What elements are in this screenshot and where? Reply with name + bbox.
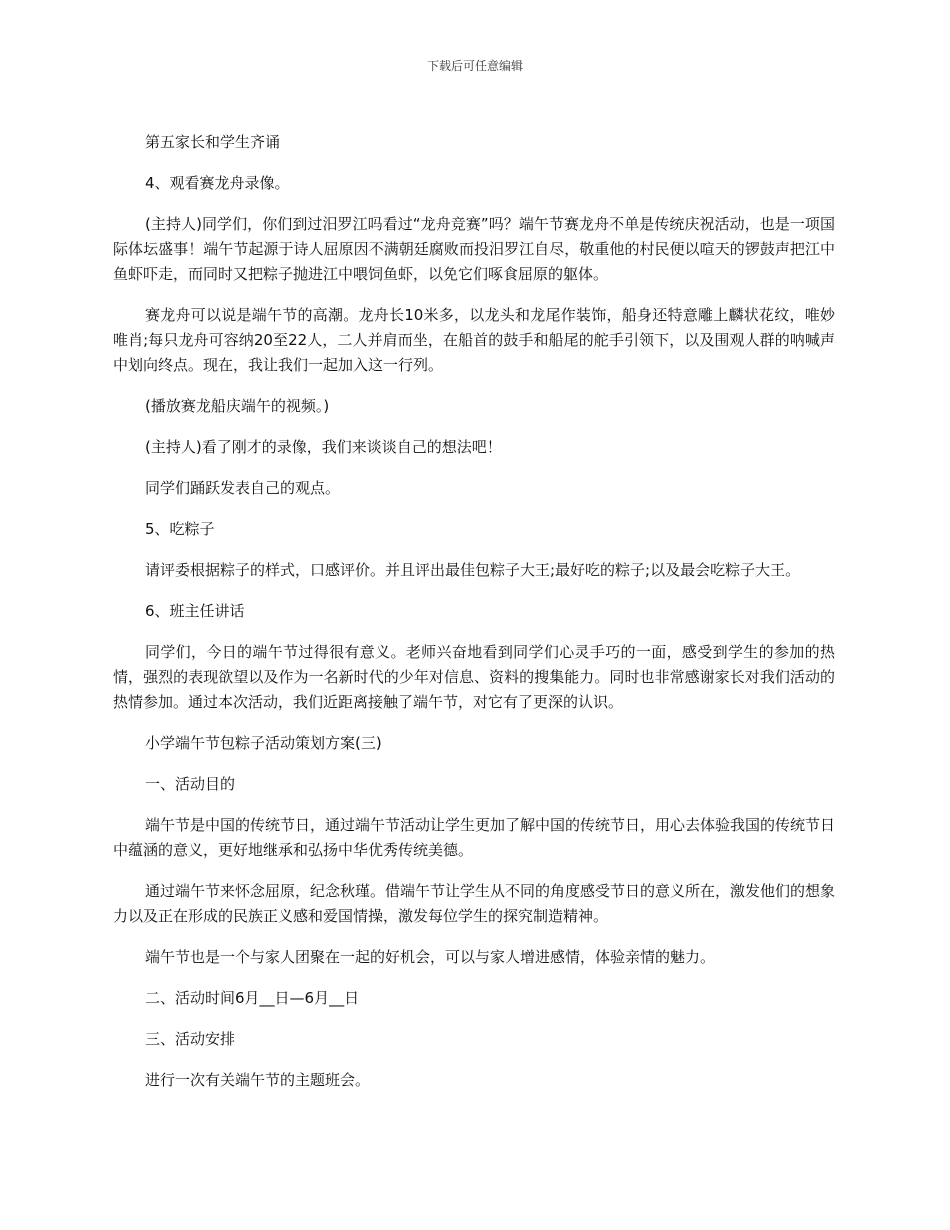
paragraph: 同学们踊跃发表自己的观点。 [145, 479, 341, 497]
paragraph: (播放赛龙船庆端午的视频。) [145, 397, 330, 415]
section-heading: 三、活动安排 [145, 1030, 236, 1048]
paragraph: 4、观看赛龙舟录像。 [145, 174, 290, 192]
paragraph: 请评委根据粽子的样式，口感评价。并且评出最佳包粽子大王;最好吃的粽子;以及最会吃粽子大王。 [145, 561, 801, 579]
paragraph: 进行一次有关端午节的主题班会。 [145, 1071, 371, 1089]
paragraph: 同学们，今日的端午节过得很有意义。老师兴奋地看到同学们心灵手巧的一面，感受到学生的参加的热情，强烈的表现欲望以及作为一名新时代的少年对信息、资料的搜集能力。同时也非常感谢家长对我们活动的热情参加。通过本次活动，我们近距离接触了端午节，对它有了更深的认识。 [113, 643, 835, 711]
paragraph: 端午节是中国的传统节日，通过端午节活动让学生更加了解中国的传统节日，用心去体验我国的传统节日中蕴涵的意义，更好地继承和弘扬中华优秀传统美德。 [113, 816, 836, 859]
paragraph: 端午节也是一个与家人团聚在一起的好机会，可以与家人增进感情，体验亲情的魅力。 [145, 948, 716, 966]
paragraph: (主持人)同学们，你们到过汨罗江吗看过“龙舟竞赛”吗？端午节赛龙舟不单是传统庆祝活动，也是一项国际体坛盛事！端午节起源于诗人屈原因不满朝廷腐败而投汨罗江自尽，敬重他的村民便以喧天的锣鼓声把江中鱼虾吓走，而同时又把粽子抛进江中喂饲鱼虾，以免它们啄食屈原的躯体。 [113, 215, 835, 283]
section-heading: 二、活动时间6月__日—6月__日 [145, 989, 360, 1007]
document-body [113, 130, 835, 1109]
paragraph: (主持人)看了刚才的录像，我们来谈谈自己的想法吧！ [145, 438, 502, 456]
paragraph: 第五家长和学生齐诵 [145, 133, 281, 151]
section-heading: 一、活动目的 [145, 775, 236, 793]
paragraph: 赛龙舟可以说是端午节的高潮。龙舟长10米多，以龙头和龙尾作装饰，船身还特意雕上麟状花纹，唯妙唯肖;每只龙舟可容纳20至22人，二人并肩而坐，在船首的鼓手和船尾的舵手引领下，以及围观人群的呐喊声中划向终点。现在，我让我们一起加入这一行列。 [113, 306, 835, 374]
paragraph: 通过端午节来怀念屈原，纪念秋瑾。借端午节让学生从不同的角度感受节日的意义所在，激发他们的想象力以及正在形成的民族正义感和爱国情操，激发每位学生的探究制造精神。 [113, 882, 836, 925]
section-heading: 6、班主任讲话 [145, 602, 245, 620]
section-heading: 5、吃粽子 [145, 520, 215, 538]
page-header: 下载后可任意编辑 [426, 59, 523, 73]
document-subtitle: 小学端午节包粽子活动策划方案(三) [145, 734, 382, 752]
